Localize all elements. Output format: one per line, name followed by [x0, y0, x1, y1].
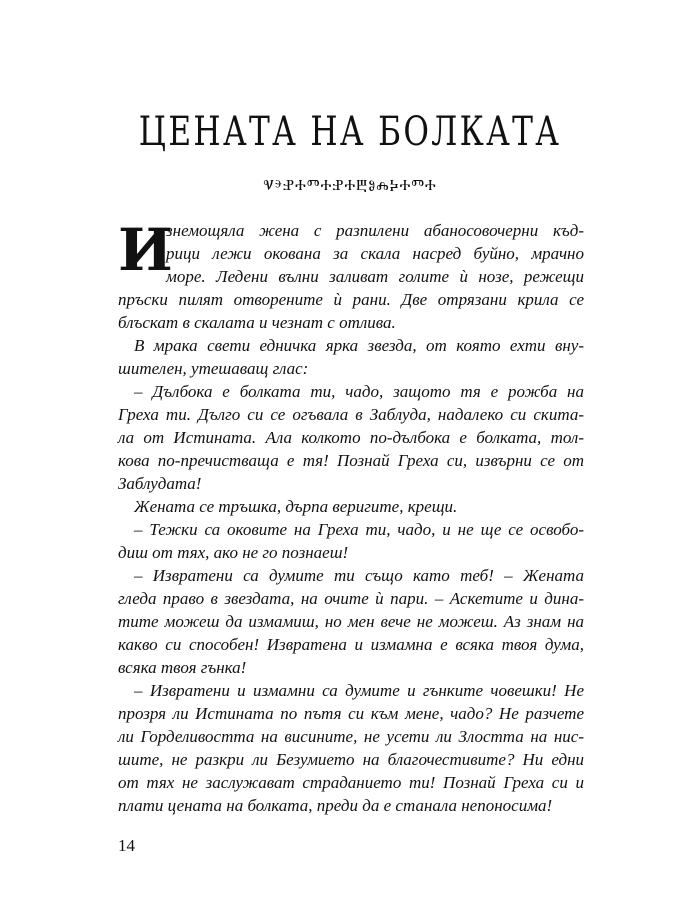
text-line: – Тежки са оковите на Греха ти, чадо, и не ще се освобо-: [134, 520, 584, 539]
text-line: Греха ти. Дълго си се огъвала в Заблуда, надалеко си скита-: [118, 405, 584, 424]
chapter-title: ЦЕНАТА НА БОЛКАТА: [138, 109, 562, 155]
text-line: плати цената на болката, преди да е станала непоносима!: [118, 796, 553, 815]
text-line: Жената се тръшка, дърпа веригите, крещи.: [134, 497, 458, 516]
text-line: тите можеш да измамиш, но мен вече не можеш. Аз знам на: [118, 612, 584, 631]
text-line: кова по-пречистваща е тя! Познай Греха си, извърни се от: [118, 451, 584, 470]
text-line: гледа право в звездата, на очите ѝ пари. – Аскетите и дина-: [118, 589, 584, 608]
text-line: диш от тях, ако не го познаеш!: [118, 543, 349, 562]
page-number: 14: [118, 836, 135, 855]
text-line: море. Ледени вълни заливат голите ѝ нозе, режещи: [166, 267, 584, 286]
text-line: шителен, утешаващ глас:: [118, 359, 309, 378]
text-line: – Извратени и измамни са думите и гънките човешки! Не: [134, 681, 584, 700]
drop-cap: И: [118, 216, 173, 284]
text-line: рици лежи окована за скала насред буйно, мрачно: [166, 244, 584, 263]
text-line: ли Горделивостта на висините, не усети ли Злостта на нис-: [118, 727, 584, 746]
text-line: В мрака свети едничка ярка звезда, от която ехти вну-: [134, 336, 584, 355]
text-line: – Дълбока е болката ти, чадо, защото тя е рожба на: [134, 382, 584, 401]
text-line: от тях не заслужават страданието ти! Познай Греха си и: [118, 773, 584, 792]
text-line: Заблудата!: [118, 474, 202, 493]
text-line: пръски пилят отворените ѝ рани. Две отрязани крила се: [118, 290, 584, 309]
text-line: какво си способен! Извратена и измамна е всяка твоя дума,: [118, 635, 584, 654]
text-line: – Извратени са думите ти също като теб! – Жената: [134, 566, 584, 585]
text-line: всяка твоя гънка!: [118, 658, 247, 677]
text-line: блъскат в скалата и чезнат с отлива.: [118, 313, 396, 332]
text-line: знемощяла жена с разпилени абаносовочерни къд-: [166, 221, 584, 240]
text-line: ла от Истината. Ала колкото по-дълбока е болката, тол-: [118, 428, 584, 447]
text-line: прозря ли Истината по пътя си към мене, чадо? Не разчете: [118, 704, 584, 723]
chapter-subtitle-glagolitic: ⰜⰵⰐⰀⰕⰀⰐⰀⰁⰑⰎⰍⰀⰕⰀ: [263, 176, 437, 194]
body-text: [118, 216, 584, 817]
text-line: шите, не разкри ли Безумието на благочестивите? Ни едни: [118, 750, 584, 769]
